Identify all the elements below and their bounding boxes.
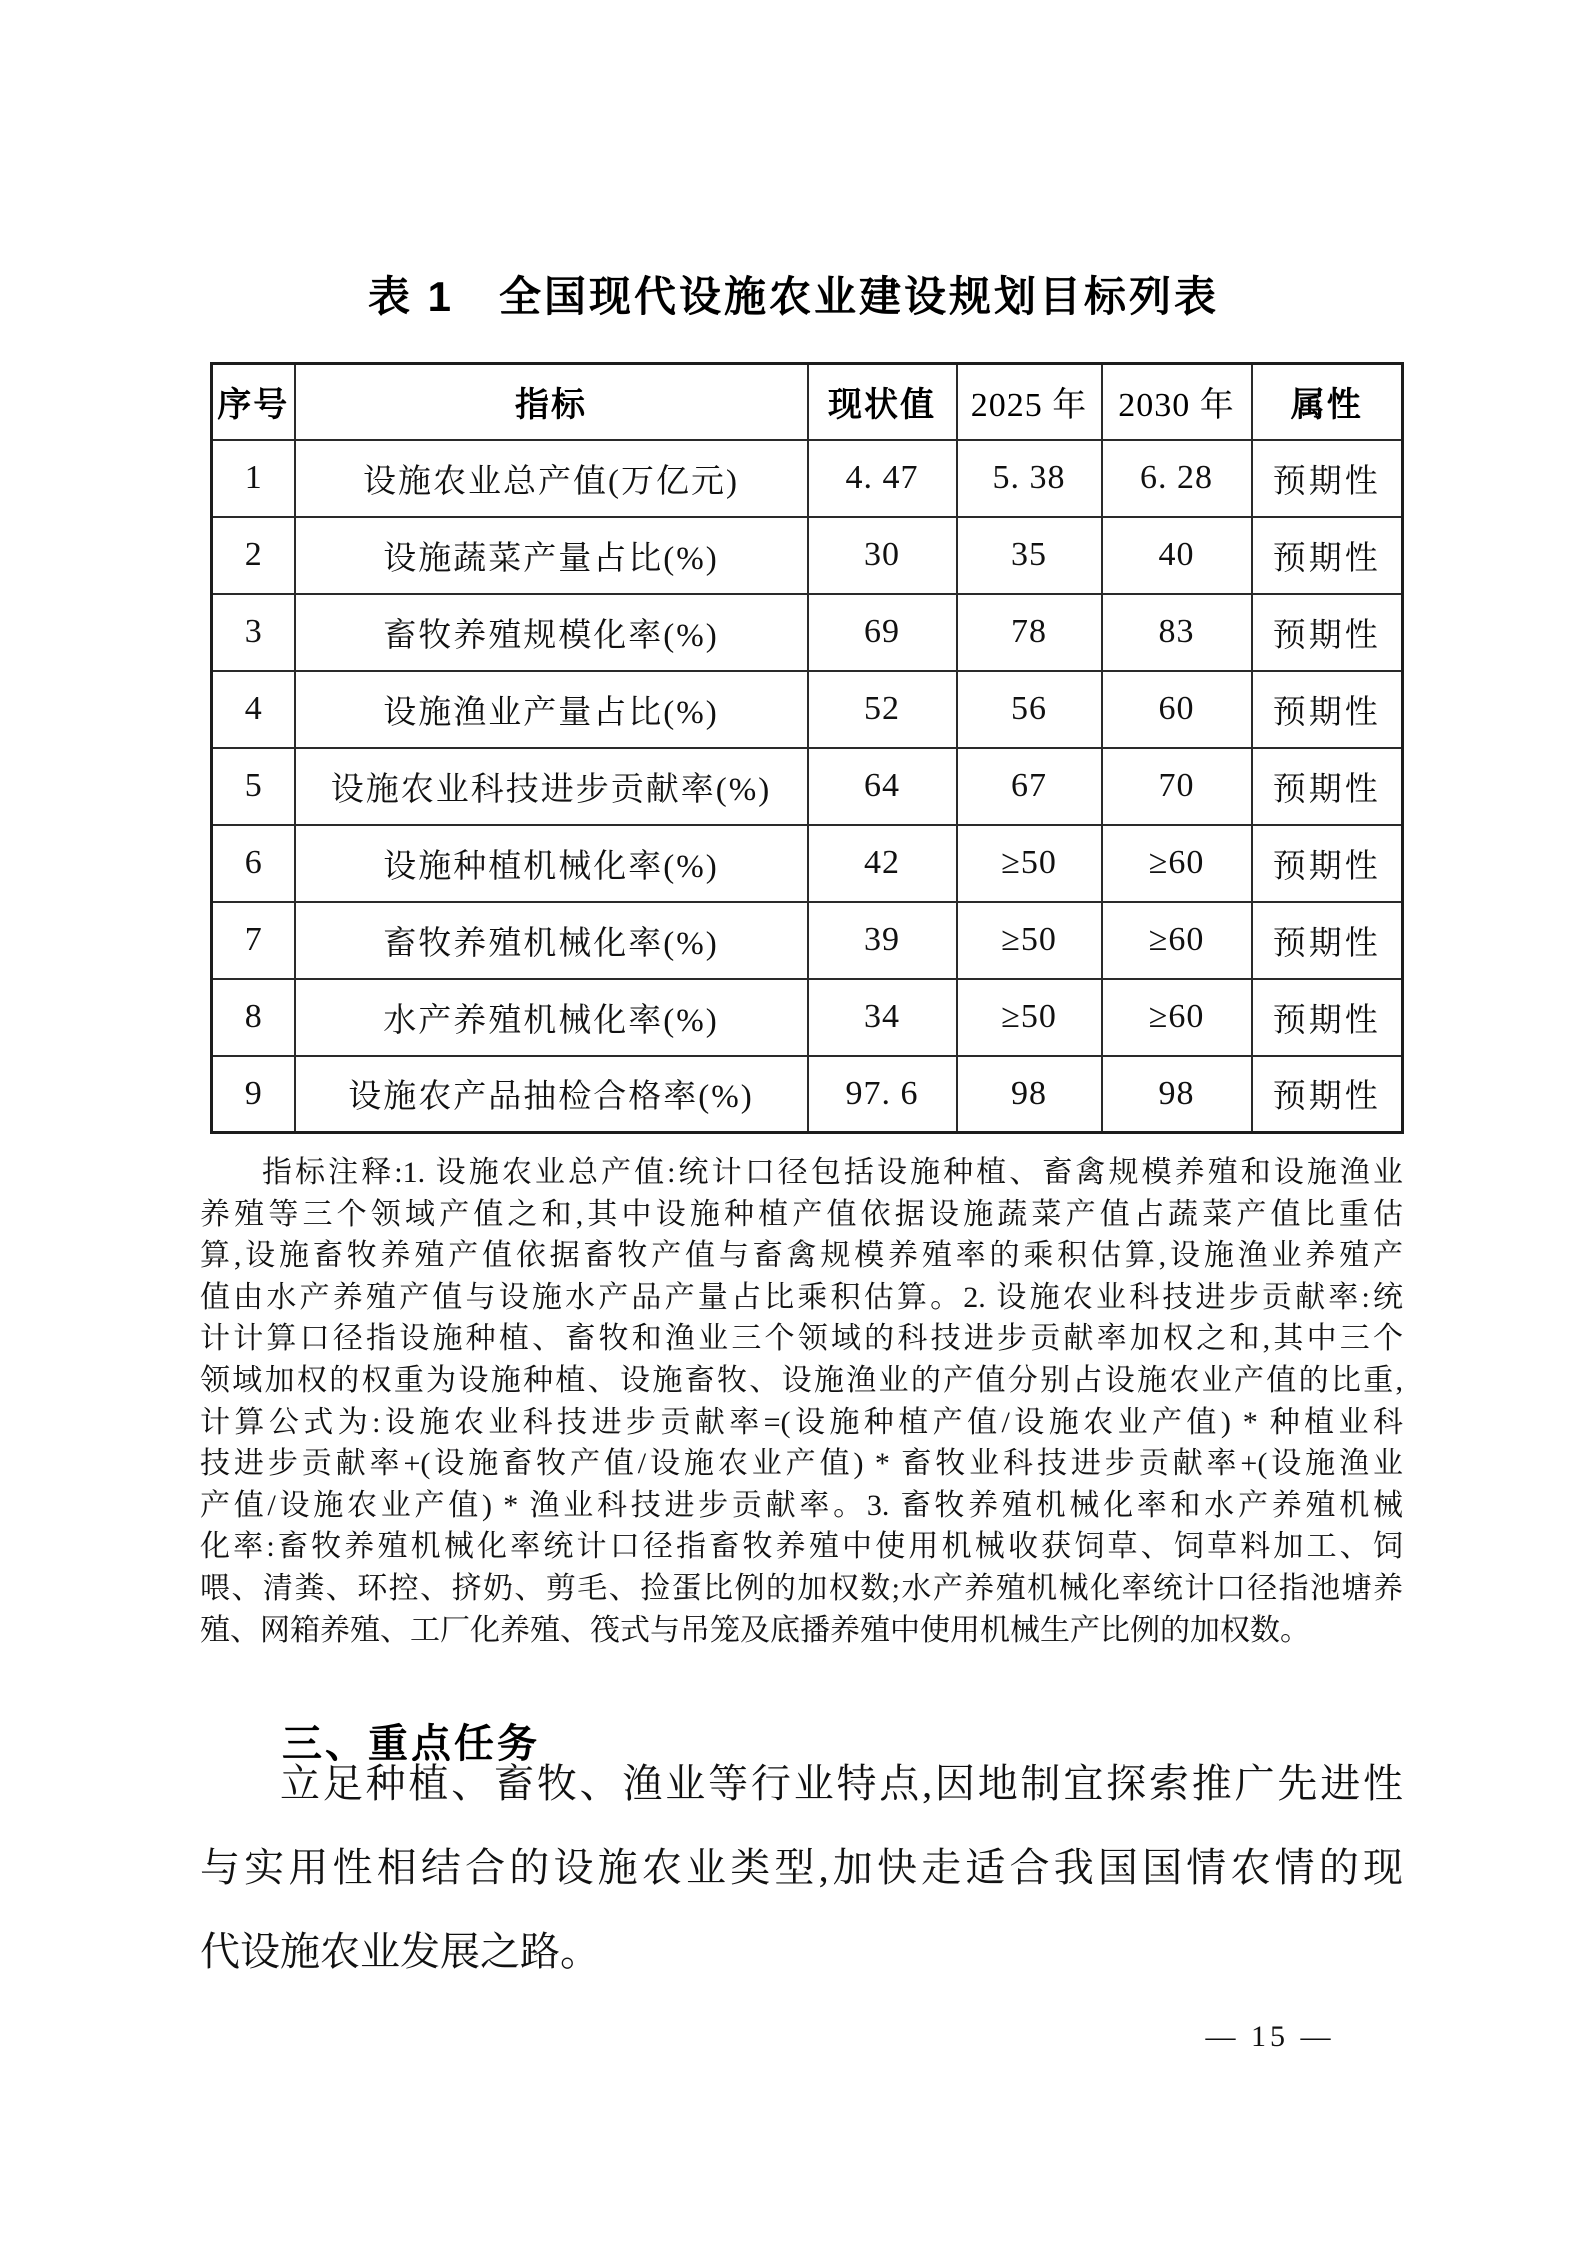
header-cell-no: 序号	[212, 364, 295, 440]
targets-table	[210, 362, 1404, 1134]
table-row	[212, 440, 1403, 517]
table-header-row	[212, 364, 1403, 440]
table-row	[212, 979, 1403, 1056]
cell-2025: 35	[957, 517, 1102, 594]
note-line: 领域加权的权重为设施种植、设施畜牧、设施渔业的产值分别占设施农业产值的比重,	[200, 1363, 1403, 1397]
note-line: 算,设施畜牧养殖产值依据畜牧产值与畜禽规模养殖率的乘积估算,设施渔业养殖产	[200, 1239, 1403, 1273]
cell-current: 42	[808, 825, 957, 902]
cell-current: 64	[808, 748, 957, 825]
cell-indicator: 设施种植机械化率(%)	[295, 825, 808, 902]
cell-no: 5	[212, 748, 295, 825]
table-row	[212, 748, 1403, 825]
cell-2025: 5. 38	[957, 440, 1102, 517]
cell-2030: 70	[1102, 748, 1252, 825]
cell-2025: ≥50	[957, 979, 1102, 1056]
body-paragraph	[200, 1742, 1403, 1994]
cell-indicator: 设施农产品抽检合格率(%)	[295, 1056, 808, 1133]
note-line: 指标注释:1. 设施农业总产值:统计口径包括设施种植、畜禽规模养殖和设施渔业	[262, 1156, 1403, 1189]
paragraph-line: 代设施农业发展之路。	[200, 1929, 600, 1974]
cell-indicator: 畜牧养殖机械化率(%)	[295, 902, 808, 979]
table-row	[212, 825, 1403, 902]
cell-2030: 40	[1102, 517, 1252, 594]
table-notes	[200, 1152, 1403, 1651]
cell-attr: 预期性	[1252, 979, 1403, 1056]
paragraph-line: 立足种植、畜牧、渔业等行业特点,因地制宜探索推广先进性	[280, 1761, 1403, 1806]
cell-current: 97. 6	[808, 1056, 957, 1133]
cell-attr: 预期性	[1252, 440, 1403, 517]
cell-indicator: 设施农业总产值(万亿元)	[295, 440, 808, 517]
header-cell-attr: 属性	[1252, 364, 1403, 440]
cell-2025: 98	[957, 1056, 1102, 1133]
note-line: 化率:畜牧养殖机械化率统计口径指畜牧养殖中使用机械收获饲草、饲草料加工、饲	[200, 1530, 1403, 1564]
cell-2025: ≥50	[957, 825, 1102, 902]
cell-2030: ≥60	[1102, 825, 1252, 902]
table-row	[212, 517, 1403, 594]
cell-no: 9	[212, 1056, 295, 1133]
cell-indicator: 设施蔬菜产量占比(%)	[295, 517, 808, 594]
section-heading: 三、重点任务	[282, 1722, 540, 1766]
cell-current: 4. 47	[808, 440, 957, 517]
cell-attr: 预期性	[1252, 1056, 1403, 1133]
note-line: 计计算口径指设施种植、畜牧和渔业三个领域的科技进步贡献率加权之和,其中三个	[200, 1322, 1403, 1356]
cell-attr: 预期性	[1252, 594, 1403, 671]
cell-2025: 56	[957, 671, 1102, 748]
cell-2030: 6. 28	[1102, 440, 1252, 517]
note-line: 产值/设施农业产值) * 渔业科技进步贡献率。3. 畜牧养殖机械化率和水产养殖机械	[200, 1488, 1403, 1522]
page-title: 表 1 全国现代设施农业建设规划目标列表	[367, 273, 1220, 320]
cell-indicator: 畜牧养殖规模化率(%)	[295, 594, 808, 671]
note-line: 计算公式为:设施农业科技进步贡献率=(设施种植产值/设施农业产值) * 种植业科	[200, 1405, 1403, 1439]
cell-attr: 预期性	[1252, 825, 1403, 902]
table-row	[212, 902, 1403, 979]
cell-current: 30	[808, 517, 957, 594]
cell-2030: ≥60	[1102, 979, 1252, 1056]
cell-2030: ≥60	[1102, 902, 1252, 979]
cell-no: 4	[212, 671, 295, 748]
cell-2030: 83	[1102, 594, 1252, 671]
cell-no: 8	[212, 979, 295, 1056]
table-row	[212, 671, 1403, 748]
cell-attr: 预期性	[1252, 671, 1403, 748]
cell-current: 39	[808, 902, 957, 979]
header-cell-2030: 2030 年	[1102, 364, 1252, 440]
cell-attr: 预期性	[1252, 748, 1403, 825]
cell-no: 1	[212, 440, 295, 517]
header-cell-indicator: 指标	[295, 364, 808, 440]
cell-no: 3	[212, 594, 295, 671]
note-line: 养殖等三个领域产值之和,其中设施种植产值依据设施蔬菜产值占蔬菜产值比重估	[200, 1197, 1403, 1231]
note-line: 殖、网箱养殖、工厂化养殖、筏式与吊笼及底播养殖中使用机械生产比例的加权数。	[200, 1613, 1310, 1647]
cell-current: 69	[808, 594, 957, 671]
header-cell-current: 现状值	[808, 364, 957, 440]
cell-no: 7	[212, 902, 295, 979]
cell-attr: 预期性	[1252, 902, 1403, 979]
cell-current: 52	[808, 671, 957, 748]
cell-indicator: 设施农业科技进步贡献率(%)	[295, 748, 808, 825]
cell-2025: ≥50	[957, 902, 1102, 979]
cell-2025: 67	[957, 748, 1102, 825]
paragraph-line: 与实用性相结合的设施农业类型,加快走适合我国国情农情的现	[200, 1845, 1403, 1890]
cell-indicator: 设施渔业产量占比(%)	[295, 671, 808, 748]
cell-2025: 78	[957, 594, 1102, 671]
note-line: 喂、清粪、环控、挤奶、剪毛、捡蛋比例的加权数;水产养殖机械化率统计口径指池塘养	[200, 1571, 1403, 1605]
cell-indicator: 水产养殖机械化率(%)	[295, 979, 808, 1056]
note-line: 值由水产养殖产值与设施水产品产量占比乘积估算。2. 设施农业科技进步贡献率:统	[200, 1280, 1403, 1314]
cell-current: 34	[808, 979, 957, 1056]
cell-2030: 60	[1102, 671, 1252, 748]
cell-2030: 98	[1102, 1056, 1252, 1133]
note-line: 技进步贡献率+(设施畜牧产值/设施农业产值) * 畜牧业科技进步贡献率+(设施渔业	[200, 1447, 1403, 1481]
page-number: — 15 —	[1205, 2020, 1335, 2053]
cell-attr: 预期性	[1252, 517, 1403, 594]
header-cell-2025: 2025 年	[957, 364, 1102, 440]
cell-no: 6	[212, 825, 295, 902]
cell-no: 2	[212, 517, 295, 594]
table-row	[212, 594, 1403, 671]
table-row	[212, 1056, 1403, 1133]
